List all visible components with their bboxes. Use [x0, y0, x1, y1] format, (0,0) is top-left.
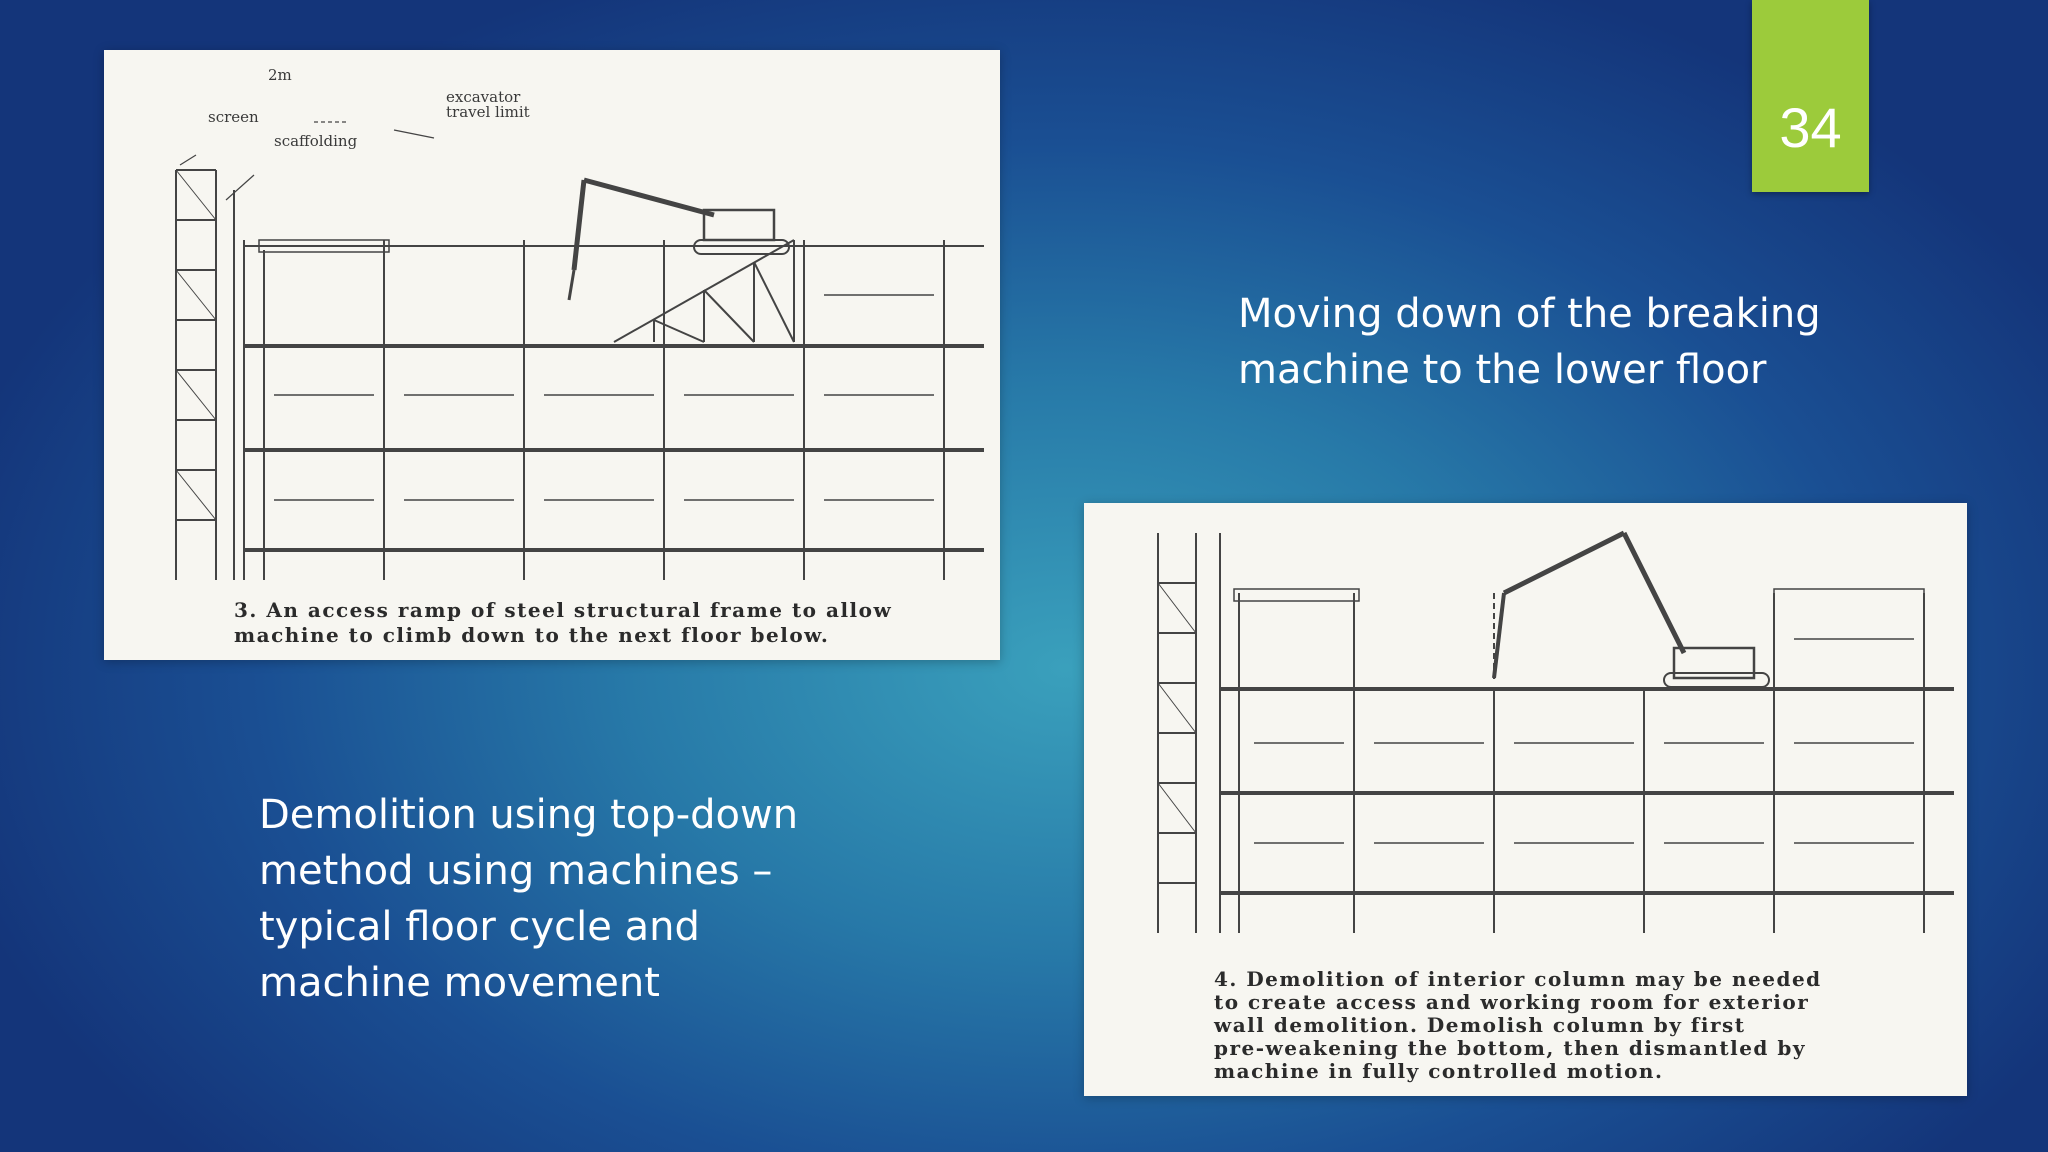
screen-label: screen [208, 108, 259, 126]
access-ramp-drawing [104, 50, 1000, 660]
excavator-icon [1494, 533, 1769, 687]
building-frame [1220, 533, 1954, 933]
floor-arrows [274, 295, 934, 500]
excavator-label: excavator travel limit [446, 88, 530, 121]
building-frame [244, 240, 984, 580]
figure2-caption: 4. Demolition of interior column may be needed to create access and working room for exterior wall demolition. Demolish column by first pre-weakening the bottom, then dismantled by machine in fully controlled motion. [1214, 967, 1822, 1083]
figure1-caption: 3. An access ramp of steel structural frame to allow machine to climb down to the next floor below. [234, 598, 893, 647]
dim-label: 2m [268, 66, 292, 84]
excavator-icon [569, 180, 789, 300]
slide-text-lower: Demolition using top-down method using machines – typical floor cycle and machine movement [259, 792, 799, 1006]
slide-number: 34 [1779, 96, 1842, 159]
scaffolding-tower [1158, 533, 1196, 933]
figure-column-demolition [1084, 503, 1967, 1096]
figure-access-ramp [104, 50, 1000, 660]
scaffolding-label: scaffolding [274, 132, 358, 150]
slide-number-tab [1752, 0, 1869, 192]
scaffolding-tower [176, 170, 234, 580]
slide-text-upper: Moving down of the breaking machine to the lower floor [1238, 291, 1821, 393]
ramp-truss [614, 240, 794, 342]
